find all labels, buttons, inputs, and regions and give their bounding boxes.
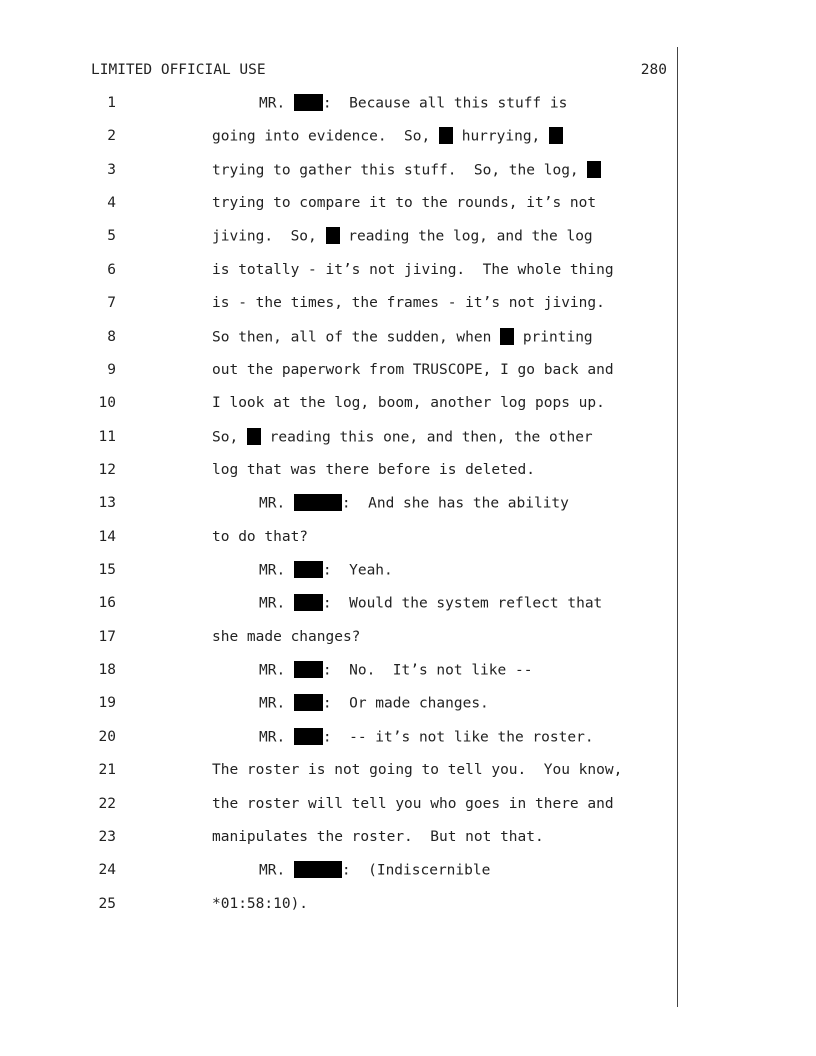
- line-text: [212, 896, 308, 912]
- text-segment: trying to compare it to the rounds, it’s not: [212, 195, 597, 212]
- line-text: [259, 662, 532, 679]
- text-segment: MR.: [259, 695, 294, 712]
- transcript-line: [0, 195, 816, 228]
- transcript-line: [0, 162, 816, 195]
- text-segment: MR.: [259, 95, 294, 112]
- line-number: 4: [107, 195, 116, 212]
- redaction-box: [500, 328, 514, 345]
- text-segment: hurrying,: [452, 128, 550, 145]
- text-segment: going into evidence. So,: [212, 128, 439, 145]
- transcript-line: [0, 395, 816, 428]
- line-number: 16: [98, 595, 116, 612]
- line-number: 24: [98, 862, 116, 879]
- text-segment: : And she has the ability: [341, 495, 569, 512]
- transcript-line: [0, 295, 816, 328]
- line-number: 15: [98, 562, 116, 579]
- line-number: 18: [98, 662, 116, 679]
- transcript-line: [0, 128, 816, 161]
- text-segment: : -- it’s not like the roster.: [322, 729, 594, 746]
- transcript-line: [0, 95, 816, 128]
- redaction-box: [587, 161, 601, 178]
- text-segment: printing: [514, 329, 593, 346]
- line-number: 13: [98, 495, 116, 512]
- text-segment: So,: [212, 429, 247, 446]
- line-number: 9: [107, 361, 116, 378]
- line-text: [212, 762, 622, 778]
- transcript-line: [0, 762, 816, 795]
- line-number: 17: [98, 628, 116, 645]
- transcript-line: [0, 695, 816, 728]
- line-text: [212, 362, 614, 378]
- text-segment: trying to gather this stuff. So, the log,: [212, 162, 588, 179]
- line-text: [212, 162, 601, 179]
- line-text: [212, 829, 544, 845]
- transcript-line: [0, 529, 816, 562]
- redaction-box: [294, 861, 342, 878]
- transcript-line: [0, 629, 816, 662]
- text-segment: MR.: [259, 729, 294, 746]
- line-number: 22: [98, 795, 116, 812]
- text-segment: jiving. So,: [212, 228, 326, 245]
- redaction-box: [294, 94, 323, 111]
- line-number: 7: [107, 295, 116, 312]
- text-segment: MR.: [259, 595, 294, 612]
- transcript-line: [0, 329, 816, 362]
- line-number: 20: [98, 728, 116, 745]
- text-segment: : Would the system reflect that: [322, 595, 603, 612]
- redaction-box: [294, 561, 323, 578]
- redaction-box: [294, 728, 323, 745]
- transcript-line: [0, 562, 816, 595]
- text-segment: So then, all of the sudden, when: [212, 329, 501, 346]
- transcript-line: [0, 228, 816, 261]
- line-number: 2: [107, 128, 116, 145]
- line-number: 3: [107, 161, 116, 178]
- text-segment: the roster will tell you who goes in there and: [212, 795, 614, 812]
- line-text: [212, 462, 535, 478]
- line-number: 12: [98, 461, 116, 478]
- line-number: 11: [98, 428, 116, 445]
- line-text: [212, 295, 605, 311]
- line-text: [212, 262, 614, 278]
- line-text: [212, 195, 596, 211]
- text-segment: is totally - it’s not jiving. The whole thing: [212, 261, 614, 278]
- transcript-body: [0, 95, 816, 929]
- text-segment: MR.: [259, 862, 294, 879]
- line-text: [212, 429, 593, 446]
- text-segment: *01:58:10).: [212, 895, 309, 912]
- text-segment: out the paperwork from TRUSCOPE, I go back and: [212, 361, 614, 378]
- line-number: 6: [107, 261, 116, 278]
- text-segment: : Or made changes.: [322, 695, 489, 712]
- text-segment: I look at the log, boom, another log pops up.: [212, 395, 605, 412]
- line-text: [212, 395, 605, 411]
- transcript-line: [0, 862, 816, 895]
- transcript-line: [0, 595, 816, 628]
- line-text: [259, 695, 489, 712]
- page-number: 280: [640, 62, 667, 78]
- line-number: 5: [107, 228, 116, 245]
- line-number: 10: [98, 395, 116, 412]
- line-text: [212, 629, 360, 645]
- text-segment: manipulates the roster. But not that.: [212, 828, 544, 845]
- transcript-line: [0, 796, 816, 829]
- text-segment: MR.: [259, 562, 294, 579]
- text-segment: she made changes?: [212, 628, 361, 645]
- redaction-box: [294, 661, 323, 678]
- redaction-box: [294, 494, 342, 511]
- redaction-box: [294, 594, 323, 611]
- redaction-box: [326, 227, 340, 244]
- redaction-box: [294, 694, 323, 711]
- transcript-line: [0, 462, 816, 495]
- line-text: [259, 595, 602, 612]
- transcript-line: [0, 896, 816, 929]
- line-text: [259, 495, 569, 512]
- text-segment: : (Indiscernible: [341, 862, 491, 879]
- line-text: [259, 729, 594, 746]
- transcript-line: [0, 729, 816, 762]
- line-text: [212, 228, 593, 245]
- transcript-line: [0, 362, 816, 395]
- text-segment: reading this one, and then, the other: [260, 429, 593, 446]
- line-text: [212, 329, 593, 346]
- redaction-box: [549, 127, 563, 144]
- text-segment: : Because all this stuff is: [322, 95, 568, 112]
- line-number: 19: [98, 695, 116, 712]
- line-number: 25: [98, 895, 116, 912]
- classification-header: LIMITED OFFICIAL USE: [91, 62, 266, 78]
- line-text: [259, 95, 567, 112]
- redaction-box: [439, 127, 453, 144]
- transcript-line: [0, 829, 816, 862]
- text-segment: to do that?: [212, 528, 309, 545]
- transcript-line: [0, 662, 816, 695]
- redaction-box: [247, 428, 261, 445]
- line-number: 23: [98, 828, 116, 845]
- line-text: [212, 796, 614, 812]
- line-text: [259, 562, 393, 579]
- text-segment: reading the log, and the log: [339, 228, 593, 245]
- text-segment: The roster is not going to tell you. You know,: [212, 762, 623, 779]
- transcript-line: [0, 429, 816, 462]
- text-segment: is - the times, the frames - it’s not jiving.: [212, 295, 605, 312]
- transcript-line: [0, 262, 816, 295]
- line-text: [259, 862, 490, 879]
- line-number: 1: [107, 95, 116, 111]
- line-text: [212, 529, 308, 545]
- line-number: 14: [98, 528, 116, 545]
- text-segment: MR.: [259, 495, 294, 512]
- transcript-line: [0, 495, 816, 528]
- text-segment: log that was there before is deleted.: [212, 461, 536, 478]
- text-segment: : Yeah.: [322, 562, 393, 579]
- text-segment: : No. It’s not like --: [322, 662, 533, 679]
- line-number: 8: [107, 328, 116, 345]
- text-segment: MR.: [259, 662, 294, 679]
- line-text: [212, 128, 563, 145]
- line-number: 21: [98, 762, 116, 779]
